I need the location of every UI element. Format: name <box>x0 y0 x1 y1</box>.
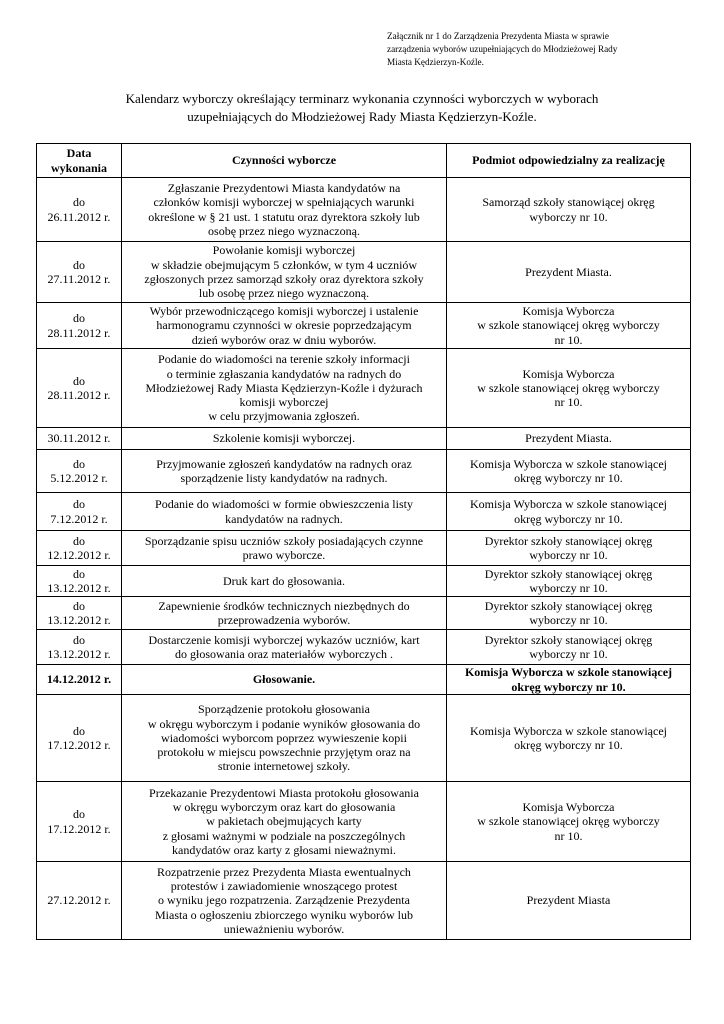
cell-activity: Podanie do wiadomości w formie obwieszczenia listy kandydatów na radnych. <box>122 493 447 531</box>
attachment-line: zarządzenia wyborów uzupełniających do Młodzieżowej Rady <box>387 44 618 54</box>
cell-responsible: Dyrektor szkoły stanowiącej okręg wyborczy nr 10. <box>447 566 691 597</box>
cell-responsible: Dyrektor szkoły stanowiącej okręg wyborczy nr 10. <box>447 531 691 566</box>
cell-responsible: Prezydent Miasta <box>447 862 691 940</box>
header-date: Data wykonania <box>37 144 122 178</box>
cell-date: do 5.12.2012 r. <box>37 450 122 493</box>
cell-date: do 26.11.2012 r. <box>37 178 122 242</box>
attachment-note <box>387 30 687 69</box>
cell-date: 30.11.2012 r. <box>37 428 122 450</box>
cell-date: do 28.11.2012 r. <box>37 303 122 349</box>
header-responsible: Podmiot odpowiedzialny za realizację <box>447 144 691 178</box>
cell-date: do 17.12.2012 r. <box>37 782 122 862</box>
table-row <box>37 566 691 597</box>
cell-date: do 7.12.2012 r. <box>37 493 122 531</box>
table-header-row <box>37 144 691 178</box>
table-row <box>37 242 691 303</box>
document-title <box>0 90 724 126</box>
cell-activity: Rozpatrzenie przez Prezydenta Miasta ewentualnych protestów i zawiadomienie wnoszącego protest o wyniku jego rozpatrzenia. Zarządzenie Prezydenta Miasta o ogłoszeniu zbiorczego wyniku wyborów lub unieważnieniu wyborów. <box>122 862 447 940</box>
table-row <box>37 493 691 531</box>
attachment-line: Miasta Kędzierzyn-Koźle. <box>387 57 484 67</box>
cell-responsible: Komisja Wyborcza w szkole stanowiącej okręg wyborczy nr 10. <box>447 303 691 349</box>
cell-date: do 12.12.2012 r. <box>37 531 122 566</box>
cell-date: 14.12.2012 r. <box>37 665 122 695</box>
cell-activity: Przekazanie Prezydentowi Miasta protokołu głosowania w okręgu wyborczym oraz kart do głosowania w pakietach obejmujących karty z głosami ważnymi w podziale na poszczególnych kandydatów oraz karty z głosami nieważnymi. <box>122 782 447 862</box>
table-row <box>37 695 691 782</box>
cell-date: 27.12.2012 r. <box>37 862 122 940</box>
table-row <box>37 450 691 493</box>
election-calendar-table <box>36 143 691 940</box>
title-line: Kalendarz wyborczy określający terminarz wykonania czynności wyborczych w wyborach <box>125 91 599 106</box>
cell-responsible: Komisja Wyborcza w szkole stanowiącej okręg wyborczy nr 10. <box>447 695 691 782</box>
cell-responsible: Komisja Wyborcza w szkole stanowiącej okręg wyborczy nr 10. <box>447 450 691 493</box>
cell-activity: Zgłaszanie Prezydentowi Miasta kandydatów na członków komisji wyborczej w spełniających warunki określone w § 21 ust. 1 statutu oraz dyrektora szkoły lub osobę przez niego wyznaczoną. <box>122 178 447 242</box>
table-row <box>37 428 691 450</box>
cell-responsible: Komisja Wyborcza w szkole stanowiącej okręg wyborczy nr 10. <box>447 665 691 695</box>
cell-activity: Dostarczenie komisji wyborczej wykazów uczniów, kart do głosowania oraz materiałów wyborczych . <box>122 630 447 665</box>
cell-activity: Przyjmowanie zgłoszeń kandydatów na radnych oraz sporządzenie listy kandydatów na radnych. <box>122 450 447 493</box>
table-row <box>37 665 691 695</box>
cell-activity: Głosowanie. <box>122 665 447 695</box>
attachment-line: Załącznik nr 1 do Zarządzenia Prezydenta Miasta w sprawie <box>387 31 609 41</box>
cell-responsible: Komisja Wyborcza w szkole stanowiącej okręg wyborczy nr 10. <box>447 493 691 531</box>
header-activity: Czynności wyborcze <box>122 144 447 178</box>
cell-activity: Sporządzenie protokołu głosowania w okręgu wyborczym i podanie wyników głosowania do wiadomości wyborcom poprzez wywieszenie kopii protokołu w miejscu powszechnie przyjętym oraz na stronie internetowej szkoły. <box>122 695 447 782</box>
cell-date: do 13.12.2012 r. <box>37 597 122 630</box>
cell-activity: Wybór przewodniczącego komisji wyborczej i ustalenie harmonogramu czynności w okresie poprzedzającym dzień wyborów oraz w dniu wyborów. <box>122 303 447 349</box>
cell-activity: Druk kart do głosowania. <box>122 566 447 597</box>
cell-activity: Sporządzanie spisu uczniów szkoły posiadających czynne prawo wyborcze. <box>122 531 447 566</box>
cell-responsible: Samorząd szkoły stanowiącej okręg wyborczy nr 10. <box>447 178 691 242</box>
table-row <box>37 782 691 862</box>
cell-responsible: Prezydent Miasta. <box>447 428 691 450</box>
cell-activity: Powołanie komisji wyborczej w składzie obejmującym 5 członków, w tym 4 uczniów zgłoszonych przez samorząd szkoły oraz dyrektora szkoły lub osobę przez niego wyznaczoną. <box>122 242 447 303</box>
cell-responsible: Prezydent Miasta. <box>447 242 691 303</box>
cell-date: do 17.12.2012 r. <box>37 695 122 782</box>
cell-date: do 28.11.2012 r. <box>37 349 122 428</box>
title-line: uzupełniających do Młodzieżowej Rady Miasta Kędzierzyn-Koźle. <box>187 109 537 124</box>
cell-date: do 13.12.2012 r. <box>37 566 122 597</box>
table-row <box>37 630 691 665</box>
cell-date: do 27.11.2012 r. <box>37 242 122 303</box>
cell-date: do 13.12.2012 r. <box>37 630 122 665</box>
cell-responsible: Komisja Wyborcza w szkole stanowiącej okręg wyborczy nr 10. <box>447 782 691 862</box>
cell-responsible: Dyrektor szkoły stanowiącej okręg wyborczy nr 10. <box>447 597 691 630</box>
table-row <box>37 531 691 566</box>
cell-activity: Szkolenie komisji wyborczej. <box>122 428 447 450</box>
cell-activity: Podanie do wiadomości na terenie szkoły informacji o terminie zgłaszania kandydatów na radnych do Młodzieżowej Rady Miasta Kędzierzyn-Koźle i dyżurach komisji wyborczej w celu przyjmowania zgłoszeń. <box>122 349 447 428</box>
cell-responsible: Komisja Wyborcza w szkole stanowiącej okręg wyborczy nr 10. <box>447 349 691 428</box>
table-row <box>37 862 691 940</box>
table-row <box>37 303 691 349</box>
table-row <box>37 349 691 428</box>
table-row <box>37 597 691 630</box>
table-row <box>37 178 691 242</box>
cell-activity: Zapewnienie środków technicznych niezbędnych do przeprowadzenia wyborów. <box>122 597 447 630</box>
cell-responsible: Dyrektor szkoły stanowiącej okręg wyborczy nr 10. <box>447 630 691 665</box>
